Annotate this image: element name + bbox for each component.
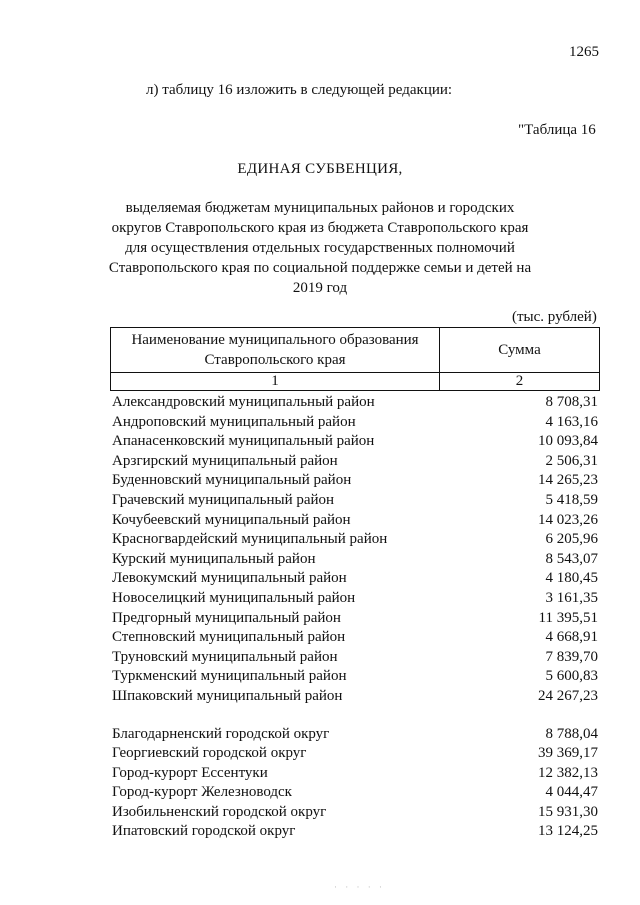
- district-list: [112, 393, 598, 707]
- table-row: [112, 744, 598, 764]
- table-row: [112, 725, 598, 745]
- header-sum: Сумма: [440, 328, 600, 373]
- row-name: Город-курорт Ессентуки: [112, 764, 268, 781]
- table-row: [112, 783, 598, 803]
- table-row: [112, 628, 598, 648]
- row-value: 39 369,17: [538, 745, 598, 762]
- row-value: 4 163,16: [545, 413, 598, 430]
- row-name: Труновский муниципальный район: [112, 648, 338, 665]
- table-row: [112, 803, 598, 823]
- row-value: 5 600,83: [545, 668, 598, 685]
- table-row: [112, 511, 598, 531]
- table-row: [112, 491, 598, 511]
- row-value: 10 093,84: [538, 433, 598, 450]
- row-value: 6 205,96: [545, 531, 598, 548]
- row-value: 4 180,45: [545, 570, 598, 587]
- row-name: Изобильненский городской округ: [112, 803, 327, 820]
- row-name: Курский муниципальный район: [112, 550, 316, 567]
- table-row: [112, 687, 598, 707]
- row-value: 12 382,13: [538, 764, 598, 781]
- table-row: [112, 550, 598, 570]
- row-name: Андроповский муниципальный район: [112, 413, 356, 430]
- table-row: [112, 667, 598, 687]
- table-row: [112, 530, 598, 550]
- row-value: 3 161,35: [545, 589, 598, 606]
- header-name: Наименование муниципального образования Ставропольского края: [111, 328, 440, 373]
- row-name: Красногвардейский муниципальный район: [112, 531, 388, 548]
- row-value: 14 265,23: [538, 472, 598, 489]
- row-value: 14 023,26: [538, 511, 598, 528]
- intro-text: л) таблицу 16 изложить в следующей редакции:: [146, 82, 453, 98]
- row-name: Предгорный муниципальный район: [112, 609, 341, 626]
- row-value: 7 839,70: [545, 648, 598, 665]
- table-row: [112, 413, 598, 433]
- row-name: Левокумский муниципальный район: [112, 570, 347, 587]
- row-name: Кочубеевский муниципальный район: [112, 511, 351, 528]
- row-value: 8 788,04: [545, 725, 598, 742]
- row-name: Буденновский муниципальный район: [112, 472, 352, 489]
- document-title: ЕДИНАЯ СУБВЕНЦИЯ,: [237, 161, 403, 177]
- row-value: 2 506,31: [545, 452, 598, 469]
- row-name: Новоселицкий муниципальный район: [112, 589, 356, 606]
- row-value: 15 931,30: [538, 803, 598, 820]
- row-value: 8 543,07: [545, 550, 598, 567]
- table-row: [112, 648, 598, 668]
- row-value: 4 668,91: [545, 629, 598, 646]
- table-row: [112, 432, 598, 452]
- table-header: [110, 327, 600, 391]
- row-value: 13 124,25: [538, 823, 598, 840]
- table-row: [112, 452, 598, 472]
- header-col2: 2: [440, 373, 600, 391]
- row-name: Арзгирский муниципальный район: [112, 452, 338, 469]
- document-subtitle: выделяемая бюджетам муниципальных районов и городских округов Ставропольского края из бюджета Ставропольского края для осуществления отдельных государственных полномочий Ставропольского края по социальной поддержке семьи и детей на 2019 год: [108, 200, 532, 296]
- row-name: Ипатовский городской округ: [112, 823, 296, 840]
- table-row: [112, 589, 598, 609]
- row-name: Город-курорт Железноводск: [112, 784, 292, 801]
- row-name: Апанасенковский муниципальный район: [112, 433, 375, 450]
- row-value: 8 708,31: [545, 394, 598, 410]
- row-value: 24 267,23: [538, 687, 598, 704]
- row-name: Благодарненский городской округ: [112, 725, 330, 742]
- table-row: [112, 569, 598, 589]
- header-col1: 1: [111, 373, 440, 391]
- row-name: Шпаковский муниципальный район: [112, 687, 343, 704]
- table-row: [112, 609, 598, 629]
- page-number: 1265: [569, 44, 599, 60]
- section-gap: [112, 707, 598, 725]
- row-name: Грачевский муниципальный район: [112, 491, 335, 508]
- table-row: [112, 393, 598, 413]
- okrug-list: [112, 725, 598, 843]
- row-value: 4 044,47: [545, 784, 598, 801]
- table-reference: "Таблица 16: [518, 122, 596, 138]
- table-row: [112, 822, 598, 842]
- scan-mark: · · · · ·: [334, 882, 385, 892]
- row-name: Александровский муниципальный район: [112, 394, 375, 410]
- row-value: 5 418,59: [545, 491, 598, 508]
- row-name: Туркменский муниципальный район: [112, 668, 347, 685]
- unit-label: (тыс. рублей): [512, 309, 597, 325]
- row-value: 11 395,51: [538, 609, 598, 626]
- table-row: [112, 764, 598, 784]
- table-row: [112, 471, 598, 491]
- row-name: Степновский муниципальный район: [112, 629, 346, 646]
- row-name: Георгиевский городской округ: [112, 745, 307, 762]
- table-body: [112, 393, 598, 842]
